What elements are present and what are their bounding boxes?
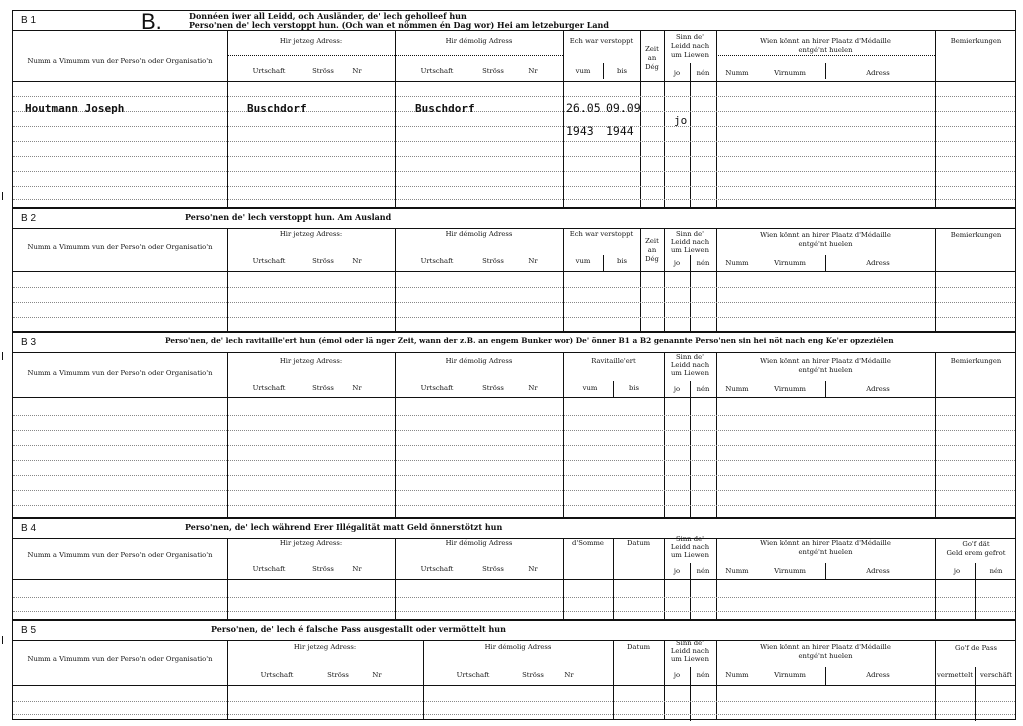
header-yes: jo [953, 567, 961, 575]
header-from: vum [582, 384, 598, 392]
header-name-short: Numm [725, 567, 749, 575]
header-street: Ströss [312, 67, 334, 75]
header-to: bis [616, 257, 627, 265]
header-date: Datum [626, 539, 651, 547]
header-town: Urtschaft [252, 257, 286, 265]
header-nr: Nr [352, 384, 362, 392]
header-suffering-1: Sinn de' [676, 639, 704, 647]
entry-from-date: 26.05 [566, 101, 601, 115]
entry-name: Houtmann Joseph [25, 102, 125, 115]
header-street: Ströss [522, 671, 544, 679]
header-nr: Nr [528, 565, 538, 573]
header-issued: vermettelt [937, 671, 973, 679]
header-time-2: an [647, 54, 657, 62]
section-header [13, 621, 1015, 641]
section-header [13, 333, 1015, 353]
header-name-short: Numm [725, 259, 749, 267]
header-town: Urtschaft [420, 384, 454, 392]
header-current-address: Hir jetzeg Adress: [293, 643, 357, 651]
section-title: Perso'nen, de' lech ravitaille'ert hun (émol oder lä nger Zeit, wann der z.B. an engem Bunker wor) De' önner B1 a B2 genannte Perso'nen sin hei nöt nach eng Ke'er opzeziélen [165, 336, 894, 345]
header-address: Adress [866, 69, 890, 77]
header-yes: jo [673, 385, 681, 393]
section-b2 [12, 208, 1016, 332]
header-time-3: Dég [645, 255, 659, 263]
entry-to-date: 09.09 [606, 101, 641, 115]
section-header [13, 209, 1015, 229]
header-nr: Nr [352, 257, 362, 265]
header-suffering-1: Sinn de' [676, 230, 704, 238]
header-street: Ströss [482, 67, 504, 75]
header-remarks: Bemierkungen [950, 231, 1002, 239]
header-pass: Go'f de Pass [955, 644, 997, 652]
header-suffering-2: Leidd nach [670, 238, 710, 246]
section-code: B 4 [21, 523, 37, 534]
header-address: Adress [866, 671, 890, 679]
header-yes: jo [673, 671, 681, 679]
form-letter: B. [141, 9, 162, 34]
header-money-2: Geld erem gefrot [946, 549, 1006, 557]
header-money-1: Go'f dät [962, 540, 990, 548]
header-street: Ströss [312, 257, 334, 265]
entry-former-town: Buschdorf [415, 102, 475, 115]
section-b5 [12, 620, 1016, 720]
section-title: Perso'nen de' lech verstoppt hun. Am Ausland [185, 212, 392, 222]
header-suffering-1: Sinn de' [676, 535, 704, 543]
section-title-line-2: Perso'nen de' lech verstoppt hun. (Och wan et nömmen én Dag wor) Hei am letzeburger Land [189, 20, 609, 30]
header-to: bis [616, 67, 627, 75]
header-no: nén [696, 69, 710, 77]
header-name: Numm a Vimumm vun der Perso'n oder Organisatio'n [27, 655, 213, 663]
header-suffering-1: Sinn de' [676, 353, 704, 361]
header-town: Urtschaft [252, 67, 286, 75]
header-time-1: Zeit [645, 237, 659, 245]
section-code: B 3 [21, 337, 37, 348]
header-name: Numm a Vimumm vun der Perso'n oder Organisatio'n [27, 369, 213, 377]
header-address: Adress [866, 259, 890, 267]
header-time-1: Zeit [645, 45, 659, 53]
header-former-address: Hir démolig Adress [484, 643, 552, 651]
header-firstname: Virnumm [774, 385, 806, 393]
header-suffering-3: um Liewen [671, 369, 709, 377]
form-page [12, 10, 1016, 720]
header-yes: jo [673, 259, 681, 267]
header-no: nén [696, 259, 710, 267]
header-street: Ströss [482, 565, 504, 573]
header-town: Urtschaft [456, 671, 490, 679]
header-from: vum [575, 257, 591, 265]
header-medal-1: Wien könnt an hirer Plaatz d'Médaille [760, 231, 891, 239]
header-name: Numm a Vimumm vun der Perso'n oder Organisatio'n [27, 243, 213, 251]
header-firstname: Virnumm [774, 69, 806, 77]
header-nr: Nr [528, 257, 538, 265]
header-nr: Nr [352, 67, 362, 75]
header-name-short: Numm [725, 671, 749, 679]
header-no: nén [696, 671, 710, 679]
header-medal-2: entgé'nt huelen [798, 548, 853, 556]
section-title-line-1: Donnéen iwer all Leidd, och Ausländer, de' lech geholleef hun [189, 11, 467, 21]
section-code: B 5 [21, 625, 37, 636]
header-from: vum [575, 67, 591, 75]
margin-mark [2, 192, 7, 200]
section-code: B 1 [21, 15, 37, 26]
header-suffering-2: Leidd nach [670, 361, 710, 369]
header-town: Urtschaft [260, 671, 294, 679]
header-former-address: Hir démolig Adress [445, 37, 513, 45]
header-nr: Nr [564, 671, 574, 679]
header-address: Adress [866, 567, 890, 575]
header-town: Urtschaft [420, 67, 454, 75]
header-no: nén [696, 385, 710, 393]
header-made: verschäft [979, 671, 1013, 679]
header-firstname: Virnumm [774, 259, 806, 267]
entry-current-town: Buschdorf [247, 102, 307, 115]
header-street: Ströss [482, 384, 504, 392]
section-b3 [12, 332, 1016, 518]
header-time-2: an [647, 246, 657, 254]
header-former-address: Hir démolig Adress [445, 230, 513, 238]
margin-mark [2, 636, 7, 644]
header-yes: jo [673, 567, 681, 575]
entry-to-year: 1944 [606, 124, 634, 138]
header-yes: jo [673, 69, 681, 77]
header-sum: d'Somme [572, 539, 604, 547]
header-suffering-3: um Liewen [671, 246, 709, 254]
header-suffering-3: um Liewen [671, 551, 709, 559]
header-name-short: Numm [725, 69, 749, 77]
header-former-address: Hir démolig Adress [445, 539, 513, 547]
header-current-address: Hir jetzeg Adress: [279, 230, 343, 238]
header-no: nén [696, 567, 710, 575]
header-name-short: Numm [725, 385, 749, 393]
header-street: Ströss [312, 565, 334, 573]
header-suffering-3: um Liewen [671, 655, 709, 663]
header-name: Numm a Vimumm vun der Perso'n oder Organisatio'n [27, 551, 213, 559]
header-medal-2: entgé'nt huelen [798, 652, 853, 660]
header-date: Datum [626, 643, 651, 651]
header-town: Urtschaft [252, 565, 286, 573]
header-hidden: Ech war verstoppt [569, 37, 634, 45]
header-no: nén [989, 567, 1003, 575]
section-code: B 2 [21, 213, 37, 224]
header-street: Ströss [482, 257, 504, 265]
header-supplied: Ravitaille'ert [591, 357, 636, 365]
header-to: bis [628, 384, 639, 392]
section-title: Perso'nen, de' lech é falsche Pass ausgestallt oder vermöttelt hun [211, 624, 506, 634]
section-header [13, 519, 1015, 539]
header-time-3: Dég [645, 63, 659, 71]
header-medal-1: Wien könnt an hirer Plaatz d'Médaille [760, 357, 891, 365]
section-b1 [12, 10, 1016, 208]
header-town: Urtschaft [420, 257, 454, 265]
header-medal-1: Wien könnt an hirer Plaatz d'Médaille [760, 539, 891, 547]
header-name: Numm a Vimumm vun der Perso'n oder Organisatio'n [27, 57, 213, 65]
entry-from-year: 1943 [566, 124, 594, 138]
header-hidden: Ech war verstoppt [569, 230, 634, 238]
header-medal-2: entgé'nt huelen [798, 46, 853, 54]
header-medal-1: Wien könnt an hirer Plaatz d'Médaille [760, 643, 891, 651]
section-header [13, 9, 1015, 34]
header-medal-2: entgé'nt huelen [798, 366, 853, 374]
header-current-address: Hir jetzeg Adress: [279, 357, 343, 365]
header-street: Ströss [312, 384, 334, 392]
header-suffering-2: Leidd nach [670, 647, 710, 655]
entry-alive: jo [674, 114, 688, 127]
header-firstname: Virnumm [774, 567, 806, 575]
header-address: Adress [866, 385, 890, 393]
header-suffering-3: um Liewen [671, 51, 709, 59]
header-nr: Nr [528, 384, 538, 392]
section-title: Perso'nen, de' lech während Erer Illégalität matt Geld önnerstötzt hun [185, 522, 503, 532]
header-nr: Nr [352, 565, 362, 573]
header-suffering-2: Leidd nach [670, 543, 710, 551]
header-firstname: Virnumm [774, 671, 806, 679]
section-b4 [12, 518, 1016, 620]
header-suffering-1: Sinn de' [676, 33, 704, 41]
header-nr: Nr [528, 67, 538, 75]
header-current-address: Hir jetzeg Adress: [279, 37, 343, 45]
header-current-address: Hir jetzeg Adress: [279, 539, 343, 547]
header-town: Urtschaft [420, 565, 454, 573]
header-suffering-2: Leidd nach [670, 42, 710, 50]
header-remarks: Bemierkungen [950, 37, 1002, 45]
header-remarks: Bemierkungen [950, 357, 1002, 365]
header-former-address: Hir démolig Adress [445, 357, 513, 365]
header-town: Urtschaft [252, 384, 286, 392]
header-medal-1: Wien könnt an hirer Plaatz d'Médaille [760, 37, 891, 45]
header-medal-2: entgé'nt huelen [798, 240, 853, 248]
margin-mark [2, 352, 7, 360]
header-nr: Nr [372, 671, 382, 679]
header-street: Ströss [327, 671, 349, 679]
